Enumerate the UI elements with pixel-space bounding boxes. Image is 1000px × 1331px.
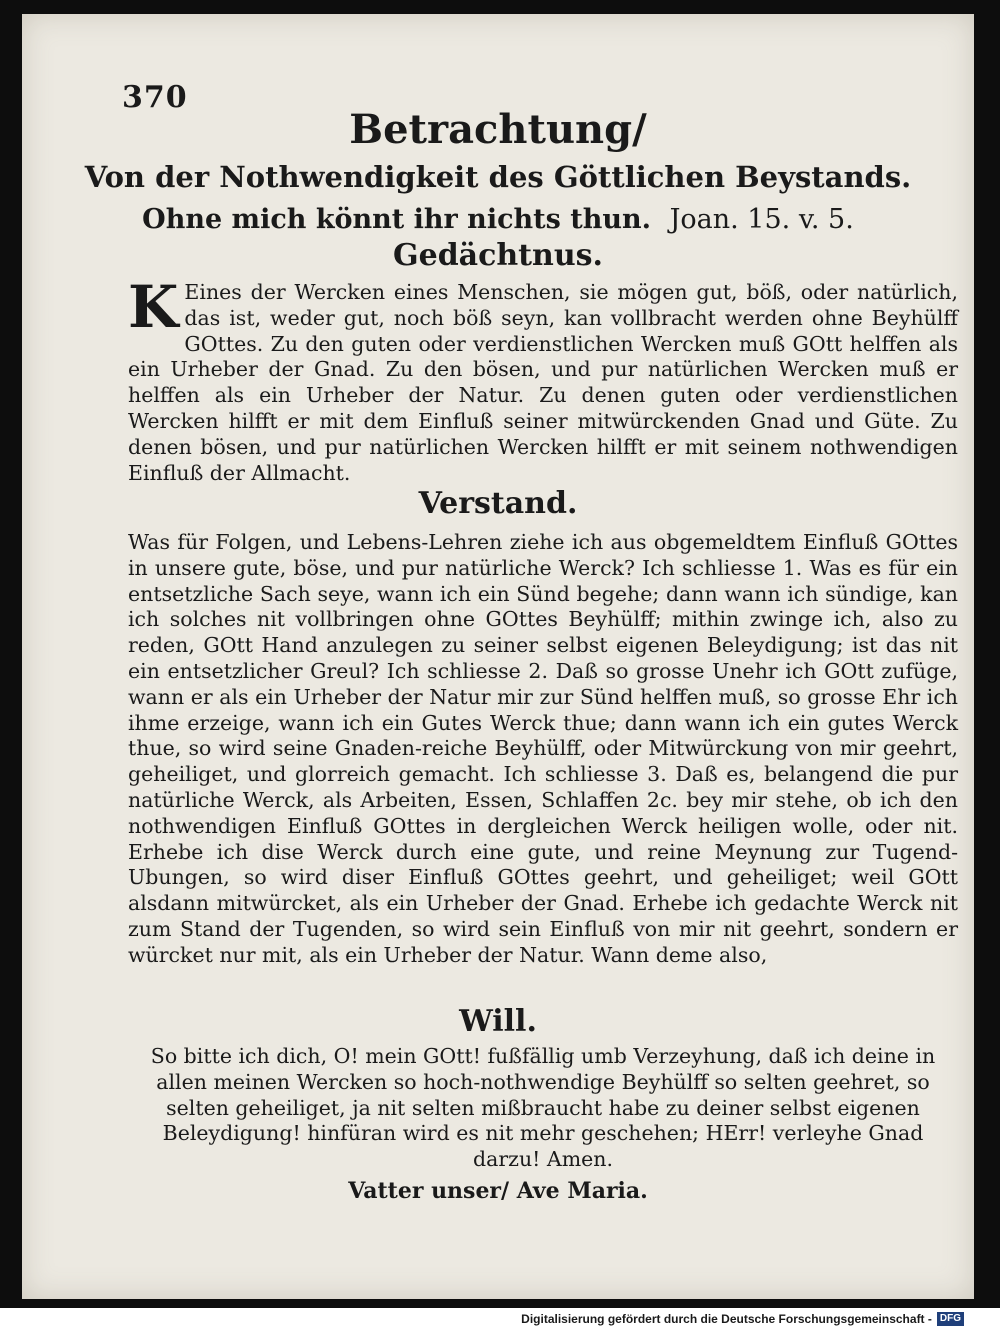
paragraph-verstand: [128, 530, 958, 969]
page-subtitle: Von der Nothwendigkeit des Göttlichen Beystands.: [84, 160, 912, 194]
heading-verstand: Verstand.: [418, 486, 578, 521]
paragraph-gedaechtnus-text: Eines der Wercken eines Menschen, sie mögen gut, böß, oder natürlich, das ist, weder gut, noch böß seyn, kan vollbracht werden ohne Beyhülff GOttes. Zu den guten oder verdienstlichen Wercken muß GOtt helffen als ein Urheber der Gnad. Zu den bösen, und pur natürlichen Wercken muß er helffen als ein Urheber der Natur. Zu denen guten oder verdienstlichen Wercken hilfft er mit dem Einfluß seiner mitwürckenden Gnad und Güte. Zu denen bösen, und pur natürlichen Wercken hilfft er mit seinem nothwendigen Einfluß der Allmacht.: [128, 280, 958, 485]
credit-text: Digitalisierung gefördert durch die Deutsche Forschungsgemeinschaft -: [521, 1312, 932, 1326]
paragraph-gedaechtnus: [128, 273, 958, 486]
drop-initial: K: [128, 273, 179, 341]
heading-gedaechtnus: Gedächtnus.: [392, 238, 603, 273]
digitization-credit: [521, 1312, 964, 1326]
paragraph-verstand-text: Was für Folgen, und Lebens-Lehren ziehe ich aus obgemeldtem Einfluß GOttes in unsere gute, böse, und pur natürliche Werck? Ich schliesse 1. Was es für ein entsetzliche Sach seye, wann ich ein Sünd begehe; dann wann ich sündige, kan ich solches nit vollbringen ohne GOttes Beyhülff; mithin zwinge ich, also zu reden, GOtt Hand anzulegen zu seiner selbst eigenen Beleydigung; ist das nit ein entsetzlicher Greul? Ich schliesse 2. Daß so grosse Unehr ich GOtt zufüge, wann er als ein Urheber der Natur mir zur Sünd helffen muß, so grosse Ehr ich ihme erzeige, wann ich ein Gutes Werck thue; dann wann ich ein gutes Werck thue, so wird seine Gnaden-reiche Beyhülff, oder Mitwürckung von mir geehrt, geheiliget, und glorreich gemacht. Ich schliesse 3. Daß es, belangend die pur natürliche Werck, als Arbeiten, Essen, Schlaffen 2c. bey mir stehe, ob ich den nothwendigen Einfluß GOttes in dergleichen Werck heiligen wolle, oder nit. Erhebe ich dise Werck durch eine gute, und reine Meynung zur Tugend-Ubungen, so wird diser Einfluß GOttes geehrt, und geheiliget; weil GOtt alsdann mitwürcket, als ein Urheber der Gnad. Erhebe ich gedachte Werck nit zum Stand der Tugenden, so wird sein Einfluß von mir nit geehrt, sondern er würcket nur mit, als ein Urheber der Natur. Wann deme also,: [128, 530, 958, 967]
book-page: [22, 14, 974, 1299]
quote-reference: Joan. 15. v. 5.: [669, 204, 854, 235]
page-title: Betrachtung/: [349, 106, 647, 153]
quote-text: Ohne mich könnt ihr nichts thun.: [142, 204, 651, 235]
scripture-quote: [22, 204, 974, 235]
heading-will: Will.: [459, 1004, 537, 1039]
paragraph-will: [128, 1044, 958, 1173]
closing-prayer: Vatter unser/ Ave Maria.: [348, 1178, 648, 1204]
dfg-logo-icon: DFG: [937, 1312, 964, 1326]
page-number: 370: [122, 80, 188, 115]
paragraph-will-text: So bitte ich dich, O! mein GOtt! fußfällig umb Verzeyhung, daß ich deine in allen meinen Wercken so hoch-nothwendige Beyhülff so selten geehret, so selten geheiliget, ja nit selten mißbraucht habe zu deiner selbst eigenen Beleydigung! hinfüran wird es nit mehr geschehen; HErr! verleyhe Gnad darzu! Amen.: [150, 1044, 936, 1172]
